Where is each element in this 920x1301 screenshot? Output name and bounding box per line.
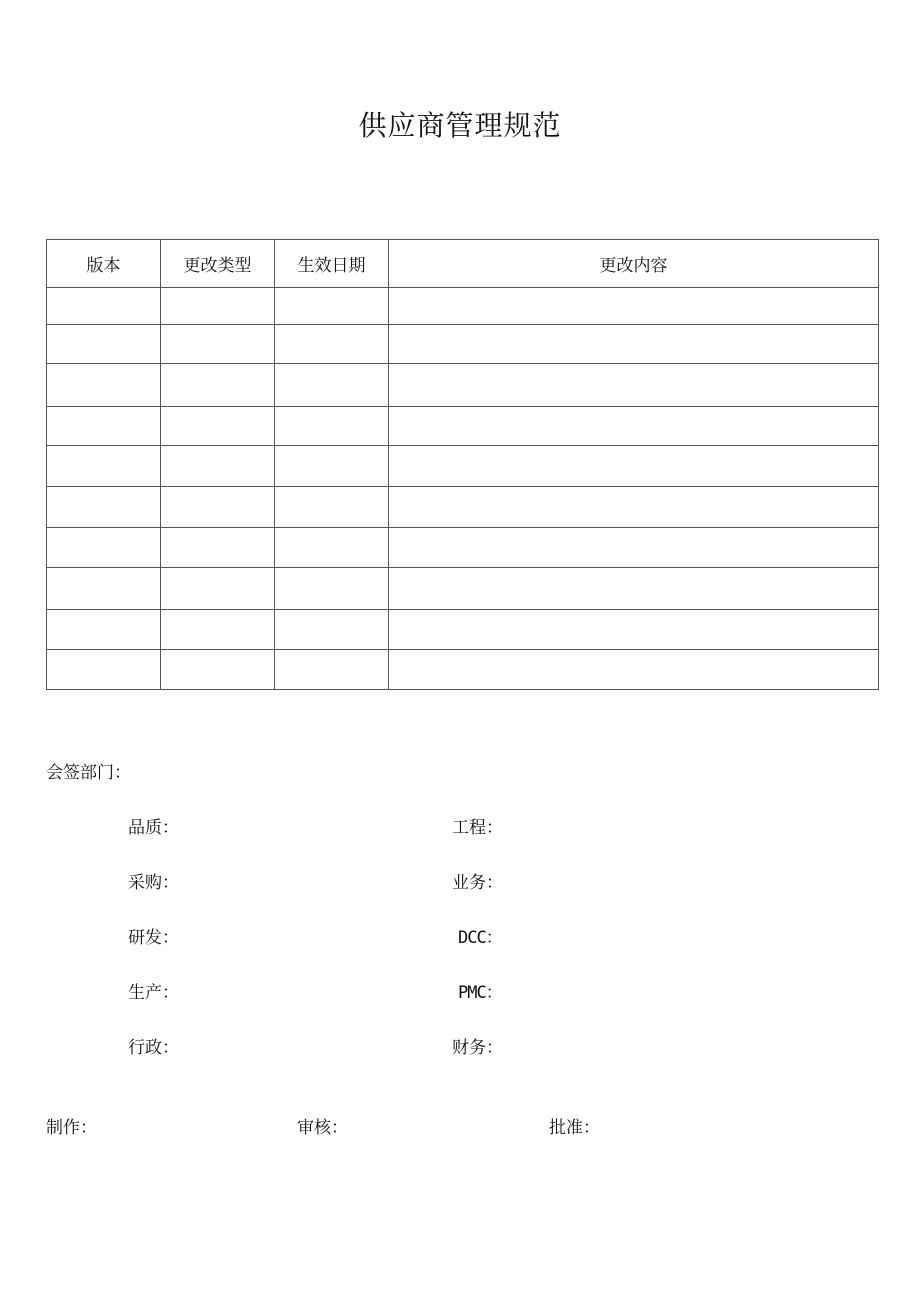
cell-version[interactable]: [47, 407, 161, 446]
cell-change-content[interactable]: [389, 446, 879, 487]
cell-version[interactable]: [47, 528, 161, 568]
cell-change-content[interactable]: [389, 610, 879, 650]
dept-administration: 行政：: [128, 1038, 179, 1058]
cell-effective-date[interactable]: [275, 407, 389, 446]
table-row: [47, 487, 879, 528]
cell-change-type[interactable]: [161, 407, 275, 446]
cell-change-type[interactable]: [161, 610, 275, 650]
table-row: [47, 446, 879, 487]
dept-business: 业务：: [452, 873, 503, 893]
cell-change-type[interactable]: [161, 650, 275, 690]
cell-effective-date[interactable]: [275, 528, 389, 568]
revision-history-table: [46, 239, 879, 690]
dept-rnd: 研发：: [128, 928, 179, 948]
cell-change-content[interactable]: [389, 407, 879, 446]
cell-change-content[interactable]: [389, 288, 879, 325]
cell-version[interactable]: [47, 288, 161, 325]
cell-effective-date[interactable]: [275, 568, 389, 610]
cell-change-type[interactable]: [161, 528, 275, 568]
cell-change-type[interactable]: [161, 364, 275, 407]
dept-purchasing: 采购：: [128, 873, 179, 893]
cell-change-type[interactable]: [161, 288, 275, 325]
cell-version[interactable]: [47, 325, 161, 364]
cell-version[interactable]: [47, 487, 161, 528]
dept-finance: 财务：: [452, 1038, 503, 1058]
table-row: [47, 325, 879, 364]
dept-engineering: 工程：: [452, 818, 503, 838]
cell-change-type[interactable]: [161, 446, 275, 487]
cell-change-content[interactable]: [389, 528, 879, 568]
cell-change-content[interactable]: [389, 568, 879, 610]
document-title: 供应商管理规范: [358, 109, 562, 142]
header-change-type: 更改类型: [161, 240, 275, 288]
cell-version[interactable]: [47, 610, 161, 650]
cell-change-content[interactable]: [389, 487, 879, 528]
table-header-row: [47, 240, 879, 288]
reviewed-by-label: 审核：: [297, 1118, 348, 1138]
table-row: [47, 568, 879, 610]
table-row: [47, 610, 879, 650]
cell-version[interactable]: [47, 364, 161, 407]
header-version: 版本: [47, 240, 161, 288]
dept-pmc: PMC：: [458, 983, 502, 1003]
cell-effective-date[interactable]: [275, 487, 389, 528]
cell-effective-date[interactable]: [275, 288, 389, 325]
cell-effective-date[interactable]: [275, 610, 389, 650]
cell-effective-date[interactable]: [275, 325, 389, 364]
cell-change-type[interactable]: [161, 487, 275, 528]
approved-by-label: 批准：: [549, 1118, 600, 1138]
cell-change-content[interactable]: [389, 650, 879, 690]
prepared-by-label: 制作：: [46, 1118, 97, 1138]
table-row: [47, 528, 879, 568]
cell-version[interactable]: [47, 650, 161, 690]
table-row: [47, 650, 879, 690]
cell-change-content[interactable]: [389, 364, 879, 407]
cell-change-content[interactable]: [389, 325, 879, 364]
cell-effective-date[interactable]: [275, 364, 389, 407]
table-row: [47, 364, 879, 407]
dept-dcc: DCC：: [458, 928, 502, 948]
table-row: [47, 407, 879, 446]
dept-production: 生产：: [128, 983, 179, 1003]
header-change-content: 更改内容: [389, 240, 879, 288]
cell-effective-date[interactable]: [275, 650, 389, 690]
cell-version[interactable]: [47, 446, 161, 487]
cell-change-type[interactable]: [161, 568, 275, 610]
header-effective-date: 生效日期: [275, 240, 389, 288]
cosign-departments-label: 会签部门：: [46, 763, 131, 783]
cell-version[interactable]: [47, 568, 161, 610]
table-row: [47, 288, 879, 325]
cell-change-type[interactable]: [161, 325, 275, 364]
cell-effective-date[interactable]: [275, 446, 389, 487]
dept-quality: 品质：: [128, 818, 179, 838]
